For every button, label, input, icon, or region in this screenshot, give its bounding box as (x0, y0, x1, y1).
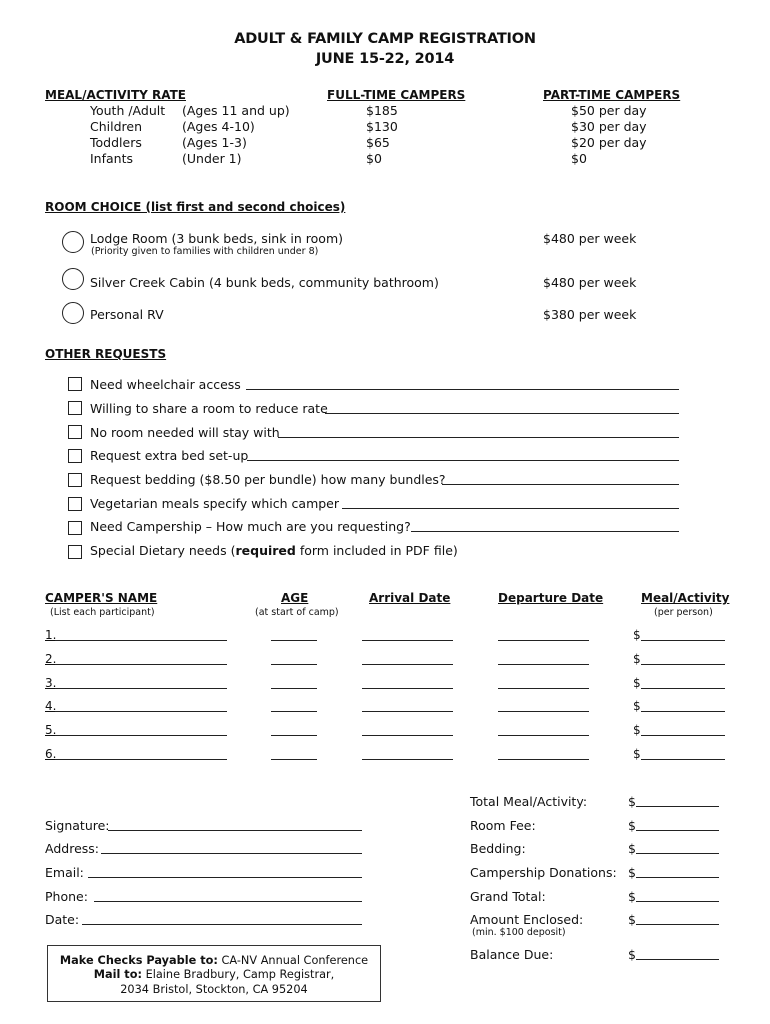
meal-activity-field[interactable] (641, 664, 725, 665)
date-label: Date: (45, 912, 80, 927)
camper-age-field[interactable] (271, 688, 317, 689)
age-heading: AGE (281, 591, 309, 605)
camper-row-number: 6. (45, 747, 57, 761)
rate-group: Infants (90, 151, 134, 166)
extra-bed-checkbox[interactable] (68, 449, 82, 463)
room-fee-field[interactable] (636, 830, 719, 831)
camper-row-number: 1. (45, 628, 57, 642)
signature-label: Signature: (45, 818, 110, 833)
phone-field[interactable] (94, 901, 362, 902)
share-room-field[interactable] (325, 413, 679, 414)
dollar-sign: $ (633, 676, 641, 690)
camper-name-field[interactable] (55, 640, 227, 641)
amount-enclosed-field[interactable] (636, 924, 719, 925)
address-label: Address: (45, 841, 99, 856)
dollar-sign: $ (628, 889, 636, 904)
dollar-sign: $ (633, 723, 641, 737)
lodge-room-note: (Priority given to families with children under 8) (91, 246, 319, 257)
camper-row-number: 2. (45, 652, 57, 666)
date-field[interactable] (82, 924, 362, 925)
rate-full: $0 (366, 151, 382, 166)
departure-date-field[interactable] (498, 688, 589, 689)
silver-creek-cabin-label: Silver Creek Cabin (4 bunk beds, community bathroom) (90, 275, 439, 290)
meal-activity-field[interactable] (641, 759, 725, 760)
bedding-checkbox[interactable] (68, 473, 82, 487)
camper-name-field[interactable] (55, 688, 227, 689)
dollar-sign: $ (633, 628, 641, 642)
rate-full: $130 (366, 119, 398, 134)
rate-full: $185 (366, 103, 398, 118)
email-field[interactable] (88, 877, 362, 878)
grand-total-label: Grand Total: (470, 889, 546, 904)
dollar-sign: $ (628, 947, 636, 962)
camper-name-field[interactable] (55, 759, 227, 760)
share-room-label: Willing to share a room to reduce rate (90, 401, 328, 416)
rate-part: $30 per day (571, 119, 647, 134)
balance-due-label: Balance Due: (470, 947, 554, 962)
rate-group: Youth /Adult (90, 103, 166, 118)
dietary-checkbox[interactable] (68, 545, 82, 559)
dollar-sign: $ (628, 865, 636, 880)
rate-part: $0 (571, 151, 587, 166)
personal-rv-radio[interactable] (62, 302, 84, 324)
lodge-room-label: Lodge Room (3 bunk beds, sink in room) (90, 231, 344, 246)
rate-part: $50 per day (571, 103, 647, 118)
bedding-total-field[interactable] (636, 853, 719, 854)
arrival-date-field[interactable] (362, 664, 453, 665)
other-requests-heading: OTHER REQUESTS (45, 347, 167, 361)
dollar-sign: $ (633, 747, 641, 761)
no-room-label: No room needed will stay with (90, 425, 280, 440)
campership-donations-field[interactable] (636, 877, 719, 878)
vegetarian-field[interactable] (342, 508, 679, 509)
campership-donations-label: Campership Donations: (470, 865, 617, 880)
meal-activity-field[interactable] (641, 711, 725, 712)
camper-age-field[interactable] (271, 735, 317, 736)
total-meal-label: Total Meal/Activity: (470, 794, 588, 809)
no-room-field[interactable] (278, 437, 679, 438)
rate-group: Children (90, 119, 143, 134)
dollar-sign: $ (628, 818, 636, 833)
wheelchair-label: Need wheelchair access (90, 377, 241, 392)
camper-name-heading: CAMPER'S NAME (45, 591, 158, 605)
share-room-checkbox[interactable] (68, 401, 82, 415)
rate-ages: (Ages 4-10) (182, 119, 255, 134)
departure-date-field[interactable] (498, 711, 589, 712)
arrival-date-field[interactable] (362, 711, 453, 712)
vegetarian-checkbox[interactable] (68, 497, 82, 511)
dollar-sign: $ (628, 841, 636, 856)
age-sub: (at start of camp) (255, 607, 339, 618)
rate-ages: (Under 1) (182, 151, 242, 166)
address-field[interactable] (101, 853, 362, 854)
extra-bed-field[interactable] (247, 460, 679, 461)
personal-rv-label: Personal RV (90, 307, 164, 322)
rate-part: $20 per day (571, 135, 647, 150)
amount-enclosed-label: Amount Enclosed: (470, 912, 584, 927)
rate-ages: (Ages 1-3) (182, 135, 247, 150)
arrival-date-field[interactable] (362, 688, 453, 689)
grand-total-field[interactable] (636, 901, 719, 902)
rate-full: $65 (366, 135, 390, 150)
silver-creek-cabin-price: $480 per week (543, 275, 637, 290)
meal-activity-sub: (per person) (654, 607, 713, 618)
silver-creek-cabin-radio[interactable] (62, 268, 84, 290)
campership-field[interactable] (411, 531, 679, 532)
email-label: Email: (45, 865, 84, 880)
dollar-sign: $ (633, 652, 641, 666)
full-time-heading: FULL-TIME CAMPERS (327, 88, 466, 102)
meal-activity-field[interactable] (641, 735, 725, 736)
departure-date-field[interactable] (498, 664, 589, 665)
wheelchair-field[interactable] (246, 389, 679, 390)
bedding-label: Request bedding ($8.50 per bundle) how many bundles? (90, 472, 446, 487)
camper-row-number: 4. (45, 699, 57, 713)
rate-group: Toddlers (90, 135, 142, 150)
part-time-heading: PART-TIME CAMPERS (543, 88, 681, 102)
camper-age-field[interactable] (271, 759, 317, 760)
arrival-date-field[interactable] (362, 640, 453, 641)
no-room-checkbox[interactable] (68, 425, 82, 439)
rates-heading: MEAL/ACTIVITY RATE (45, 88, 186, 102)
deposit-note: (min. $100 deposit) (472, 927, 566, 938)
form-title: ADULT & FAMILY CAMP REGISTRATION (234, 31, 536, 47)
lodge-room-price: $480 per week (543, 231, 637, 246)
mail-address-line: 2034 Bristol, Stockton, CA 95204 (120, 983, 308, 996)
extra-bed-label: Request extra bed set-up (90, 448, 249, 463)
bedding-field[interactable] (442, 484, 679, 485)
departure-date-field[interactable] (498, 640, 589, 641)
camper-name-sub: (List each participant) (50, 607, 155, 618)
signature-field[interactable] (108, 830, 362, 831)
meal-activity-field[interactable] (641, 640, 725, 641)
mail-to-line: Mail to: Elaine Bradbury, Camp Registrar, (93, 968, 335, 981)
dollar-sign: $ (633, 699, 641, 713)
camper-name-field[interactable] (55, 711, 227, 712)
room-choice-heading: ROOM CHOICE (list first and second choices) (45, 200, 346, 214)
camper-age-field[interactable] (271, 664, 317, 665)
personal-rv-price: $380 per week (543, 307, 637, 322)
camper-age-field[interactable] (271, 640, 317, 641)
camper-row-number: 5. (45, 723, 57, 737)
dollar-sign: $ (628, 912, 636, 927)
bedding-total-label: Bedding: (470, 841, 526, 856)
camper-name-field[interactable] (55, 664, 227, 665)
form-dates: JUNE 15-22, 2014 (315, 51, 455, 67)
wheelchair-checkbox[interactable] (68, 377, 82, 391)
camper-name-field[interactable] (55, 735, 227, 736)
departure-date-field[interactable] (498, 759, 589, 760)
total-meal-field[interactable] (636, 806, 719, 807)
arrival-date-field[interactable] (362, 759, 453, 760)
departure-date-field[interactable] (498, 735, 589, 736)
payable-to-line: Make Checks Payable to: CA-NV Annual Conference (59, 954, 369, 967)
dollar-sign: $ (628, 794, 636, 809)
campership-label: Need Campership – How much are you requesting? (90, 519, 411, 534)
phone-label: Phone: (45, 889, 88, 904)
arrival-date-field[interactable] (362, 735, 453, 736)
campership-checkbox[interactable] (68, 521, 82, 535)
payment-instructions-box (47, 945, 381, 1002)
rate-ages: (Ages 11 and up) (182, 103, 290, 118)
meal-activity-heading: Meal/Activity (641, 591, 730, 605)
meal-activity-field[interactable] (641, 688, 725, 689)
lodge-room-radio[interactable] (62, 231, 84, 253)
camper-age-field[interactable] (271, 711, 317, 712)
arrival-heading: Arrival Date (369, 591, 451, 605)
camper-row-number: 3. (45, 676, 57, 690)
dietary-label: Special Dietary needs (required form included in PDF file) (90, 543, 458, 558)
balance-due-field[interactable] (636, 959, 719, 960)
room-fee-label: Room Fee: (470, 818, 536, 833)
departure-heading: Departure Date (498, 591, 604, 605)
vegetarian-label: Vegetarian meals specify which camper (90, 496, 340, 511)
